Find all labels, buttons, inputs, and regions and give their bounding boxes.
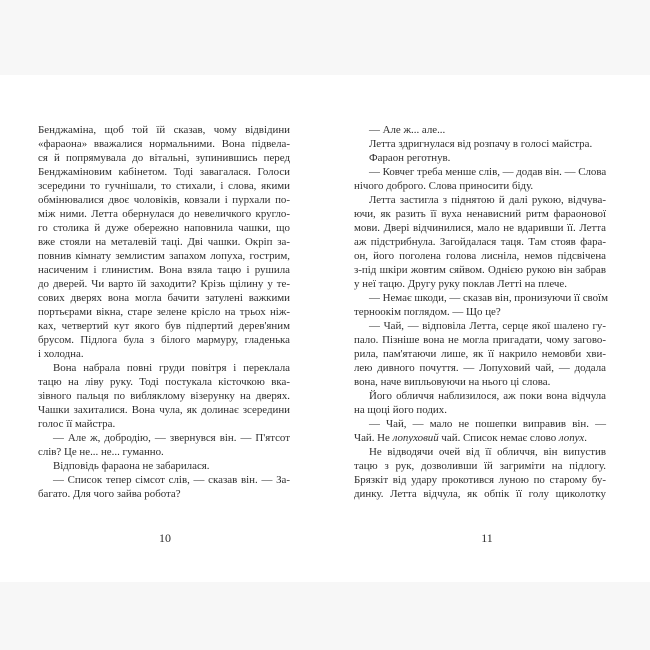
text-line: рила, пам'ятаючи лише, як її накрило немовби хви-	[354, 348, 606, 360]
text-segment: Чай. Не	[354, 432, 393, 444]
text-line: насиченим і глинистим. Вона взяла тацю і рушила	[38, 264, 290, 276]
left-page-text	[38, 123, 290, 501]
text-line: Летта здригнулася від розпачу в голосі майстра.	[369, 138, 593, 150]
text-segment: чай. Список немає слово	[438, 432, 559, 444]
text-line: обмінювалися двоє чоловіків, ковзали і пурхали по-	[38, 194, 290, 206]
text-line: повнив кімнату землистим запахом лопуха, гострим,	[38, 250, 290, 262]
text-line: Його обличчя наблизилося, аж поки вона відчула	[369, 390, 606, 402]
background-bottom-band	[0, 582, 650, 650]
text-line: динку. Летта відчула, як обпік її голу щиколотку	[354, 488, 606, 500]
text-line: Фараон реготнув.	[369, 152, 451, 164]
text-line: до дверей. Чи варто їй заходити? Крізь щілину у те-	[38, 278, 290, 290]
text-line: Вона набрала повні груди повітря і переклала	[53, 362, 290, 374]
text-line: зівного пальця по вибляклому візерунку на дверях.	[38, 390, 290, 402]
text-line: вона, наче випльовуючи на нього ці слова.	[354, 376, 551, 388]
text-line	[354, 431, 606, 445]
page-number-left: 10	[159, 531, 171, 545]
right-page-text	[354, 123, 606, 501]
text-line: тацю з рук, дозволивши їй загриміти на підлогу.	[354, 460, 606, 472]
background-top-band	[0, 0, 650, 75]
italic-word: лопух	[558, 432, 585, 444]
text-line: Відповідь фараона не забарилася.	[53, 460, 210, 472]
text-line: на щоці його подих.	[354, 404, 447, 416]
text-line: лею дивного почуття. — Лопуховий чай, — додала	[354, 362, 606, 374]
text-line: у неї тацю. Другу руку поклав Летті на плече.	[354, 278, 567, 290]
text-line: терноокім поглядом. — Що це?	[354, 306, 501, 318]
text-line: зсередини то гучнішали, то стихали, і слова, якими	[38, 180, 290, 192]
text-line: го столика й дуже обережно наповнила чашки, що	[38, 222, 290, 234]
text-line: Бенджаміновим кабінетом. Тоді завагалася. Голоси	[38, 166, 290, 178]
text-line: мови. Двері відчинилися, мало не вдаривши її. Летта	[354, 222, 606, 234]
text-line: голос її майстра.	[38, 418, 116, 430]
text-line: сових дверях вона могла бачити затулені важкими	[38, 292, 290, 304]
text-line: між ними. Летта обернулася до невеличкого кругло-	[38, 208, 290, 220]
text-line: — Немає шкоди, — сказав він, пронизуючи її своїм	[369, 292, 608, 304]
italic-word: лопуховий	[392, 432, 439, 444]
text-line: Бенджаміна, щоб той їй сказав, чому відвідини	[38, 124, 290, 136]
text-line: слів? Це не... не... гуманно.	[38, 446, 164, 458]
text-line: багато. Для чого зайва робота?	[38, 488, 181, 500]
text-line: аж підстрибнула. Загойдалася таця. Там стояв фара-	[354, 236, 606, 248]
text-line: Летта застигла з піднятою й далі рукою, відчува-	[369, 194, 606, 206]
text-line: — Чай, — відповіла Летта, серце якої шалено гу-	[369, 320, 606, 332]
text-line: нічого доброго. Слова приносити біду.	[354, 180, 534, 192]
text-line: — Чай, — мало не пошепки виправив він. —	[369, 418, 606, 430]
text-line: Брязкіт від удару прокотився луною по старому бу-	[354, 474, 606, 486]
text-line: — Але ж... але...	[369, 124, 446, 136]
text-line: пало. Пізніше вона не могла пригадати, чому загово-	[354, 334, 606, 346]
text-line: ках, четвертий кут якого був підпертий дерев'яним	[38, 320, 290, 332]
text-line: брусом. Підлога була з білого мармуру, гладенька	[38, 334, 290, 346]
text-line: — Список тепер сімсот слів, — сказав він. — За-	[53, 474, 290, 486]
text-line: тацю на ліву руку. Тоді постукала кісточкою вка-	[38, 376, 290, 388]
text-line: Чашки захиталися. Вона чула, як долинає зсередини	[38, 404, 290, 416]
page-number-right: 11	[481, 531, 493, 545]
text-line: портьєрами вікна, старе зелене крісло на трьох ніж-	[38, 306, 290, 318]
text-line: он, його поголена голова лисніла, немов підсвічена	[354, 250, 606, 262]
text-line: — Ковчег треба менше слів, — додав він. — Слова	[369, 166, 607, 178]
text-line: вже стояли на металевій таці. Дві чашки. Окріп за-	[38, 236, 290, 248]
text-line: ся й попрямувала до вітальні, зупинившись перед	[38, 152, 290, 164]
text-segment: .	[584, 432, 587, 444]
text-line: Не відводячи очей від її обличчя, він випустив	[369, 446, 606, 458]
text-line: — Але ж, добродію, — звернувся він. — П'ятсот	[53, 432, 290, 444]
text-line: ючи, як разить її вуха ненависний ритм фараонової	[354, 208, 606, 220]
text-line: «фараона» вважалися нормальними. Вона підвела-	[38, 138, 290, 150]
text-line: і холодна.	[38, 348, 84, 360]
text-line: з-під шкіри жовтим сяйвом. Однією рукою він забрав	[354, 264, 606, 276]
